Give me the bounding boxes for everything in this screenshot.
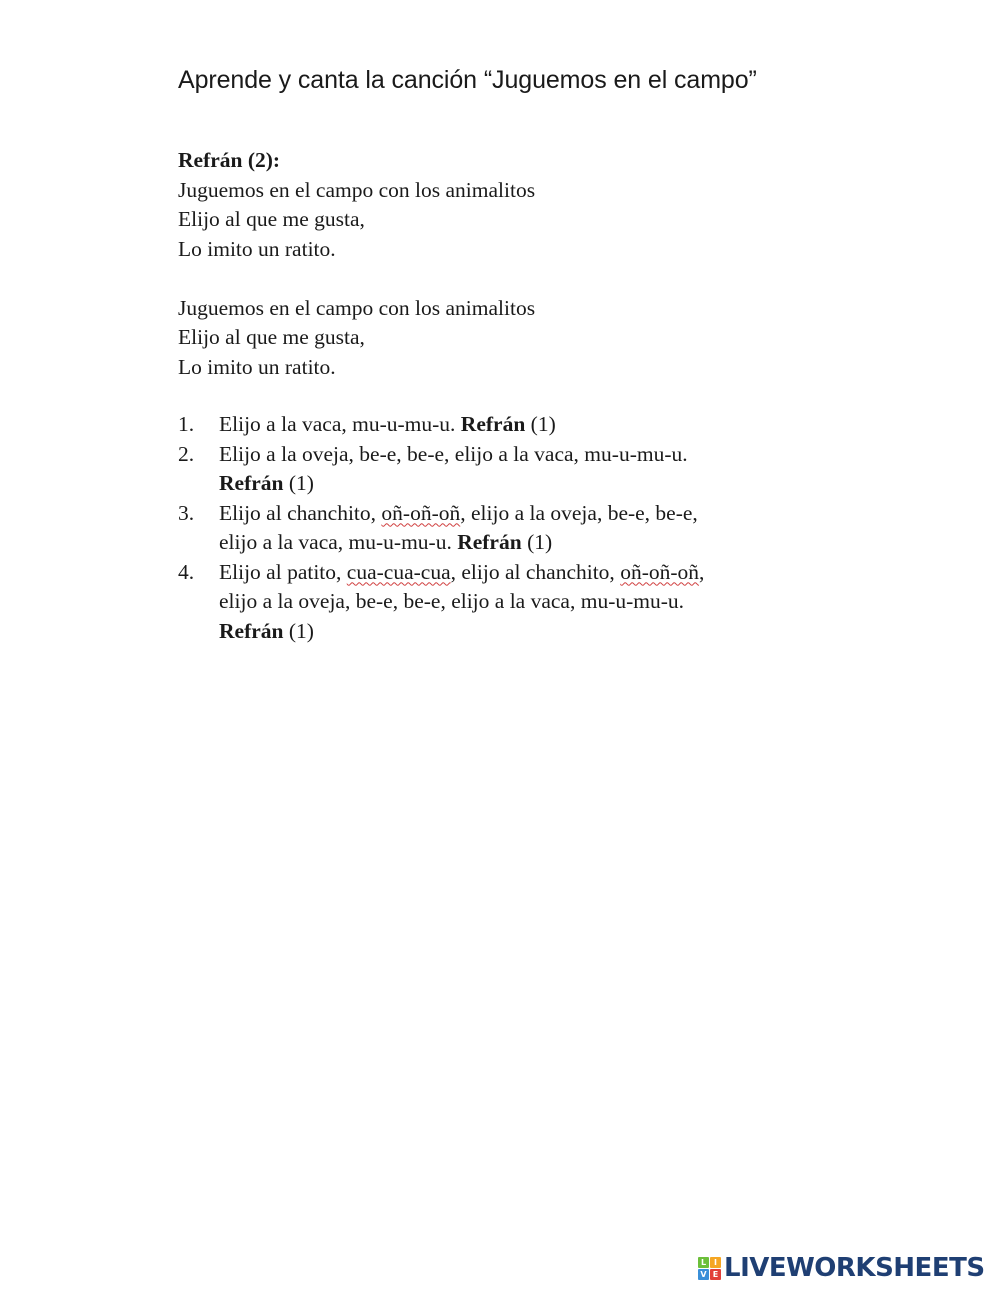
lyric-line: Juguemos en el campo con los animalitos: [178, 177, 536, 202]
verse-text: ,: [699, 559, 705, 584]
animal-sound: cua-cua-cua: [346, 559, 451, 584]
logo-tile: L: [698, 1257, 709, 1268]
verse-list: [178, 410, 704, 646]
refrain-marker: Refrán: [219, 471, 284, 495]
verse-item: [178, 440, 704, 499]
verse-line: [219, 469, 704, 499]
logo-tile: I: [710, 1257, 721, 1268]
lyric-line: Elijo al que me gusta,: [178, 207, 365, 231]
lyric-line: Lo imito un ratito.: [178, 354, 336, 379]
logo-tile: V: [698, 1269, 709, 1280]
verse-text: Elijo a la vaca, mu-u-mu-u.: [219, 412, 461, 436]
refrain-marker: Refrán: [460, 412, 526, 436]
animal-sound: oñ-oñ-oñ: [620, 559, 700, 584]
verse-line: [219, 528, 704, 558]
refrain-section: [178, 146, 535, 382]
refrain-stanza: [178, 176, 535, 265]
animal-sound: oñ-oñ-oñ: [381, 500, 461, 525]
verse-line: [219, 617, 704, 647]
verse-text: elijo a la oveja, be-e, be-e, elijo a la vaca, mu-u-mu-u.: [219, 589, 685, 613]
verse-number: 2.: [178, 441, 195, 466]
verse-line: [219, 587, 704, 617]
refrain-stanza: [178, 294, 535, 383]
verse-line: [219, 558, 704, 588]
refrain-marker: Refrán: [219, 618, 284, 643]
live-tiles-icon: [698, 1257, 721, 1280]
verse-number: 3.: [178, 500, 195, 525]
verse-number: 1.: [178, 412, 195, 436]
verse-line: [219, 440, 704, 470]
lyric-line: Juguemos en el campo con los animalitos: [178, 295, 536, 320]
liveworksheets-logo: [698, 1255, 985, 1281]
lyric-line: Lo imito un ratito.: [178, 236, 336, 261]
verse-item: [178, 499, 704, 558]
verse-line: [219, 499, 704, 529]
verse-number: 4.: [178, 559, 195, 584]
verse-text: (1): [283, 618, 314, 643]
verse-line: [219, 410, 704, 440]
stanza-gap: [178, 264, 535, 294]
verse-text: Elijo al patito,: [219, 559, 347, 584]
verse-text: , elijo a la oveja, be-e, be-e,: [460, 500, 698, 525]
logo-text: LIVEWORKSHEETS: [724, 1253, 985, 1283]
verse-text: Elijo al chanchito,: [219, 500, 382, 525]
verse-text: , elijo al chanchito,: [450, 559, 621, 584]
verse-item: [178, 410, 704, 440]
page-title: Aprende y canta la canción “Juguemos en el campo”: [178, 66, 757, 94]
verse-item: [178, 558, 704, 647]
refrain-heading: Refrán (2):: [178, 148, 281, 172]
refrain-marker: Refrán: [457, 530, 522, 554]
verse-text: elijo a la vaca, mu-u-mu-u.: [219, 530, 458, 554]
verse-text: (1): [525, 412, 556, 436]
lyric-line: Elijo al que me gusta,: [178, 325, 365, 349]
verse-text: (1): [283, 471, 314, 495]
verse-text: (1): [521, 530, 553, 554]
verse-text: Elijo a la oveja, be-e, be-e, elijo a la vaca, mu-u-mu-u.: [219, 441, 688, 466]
logo-tile: E: [710, 1269, 721, 1280]
